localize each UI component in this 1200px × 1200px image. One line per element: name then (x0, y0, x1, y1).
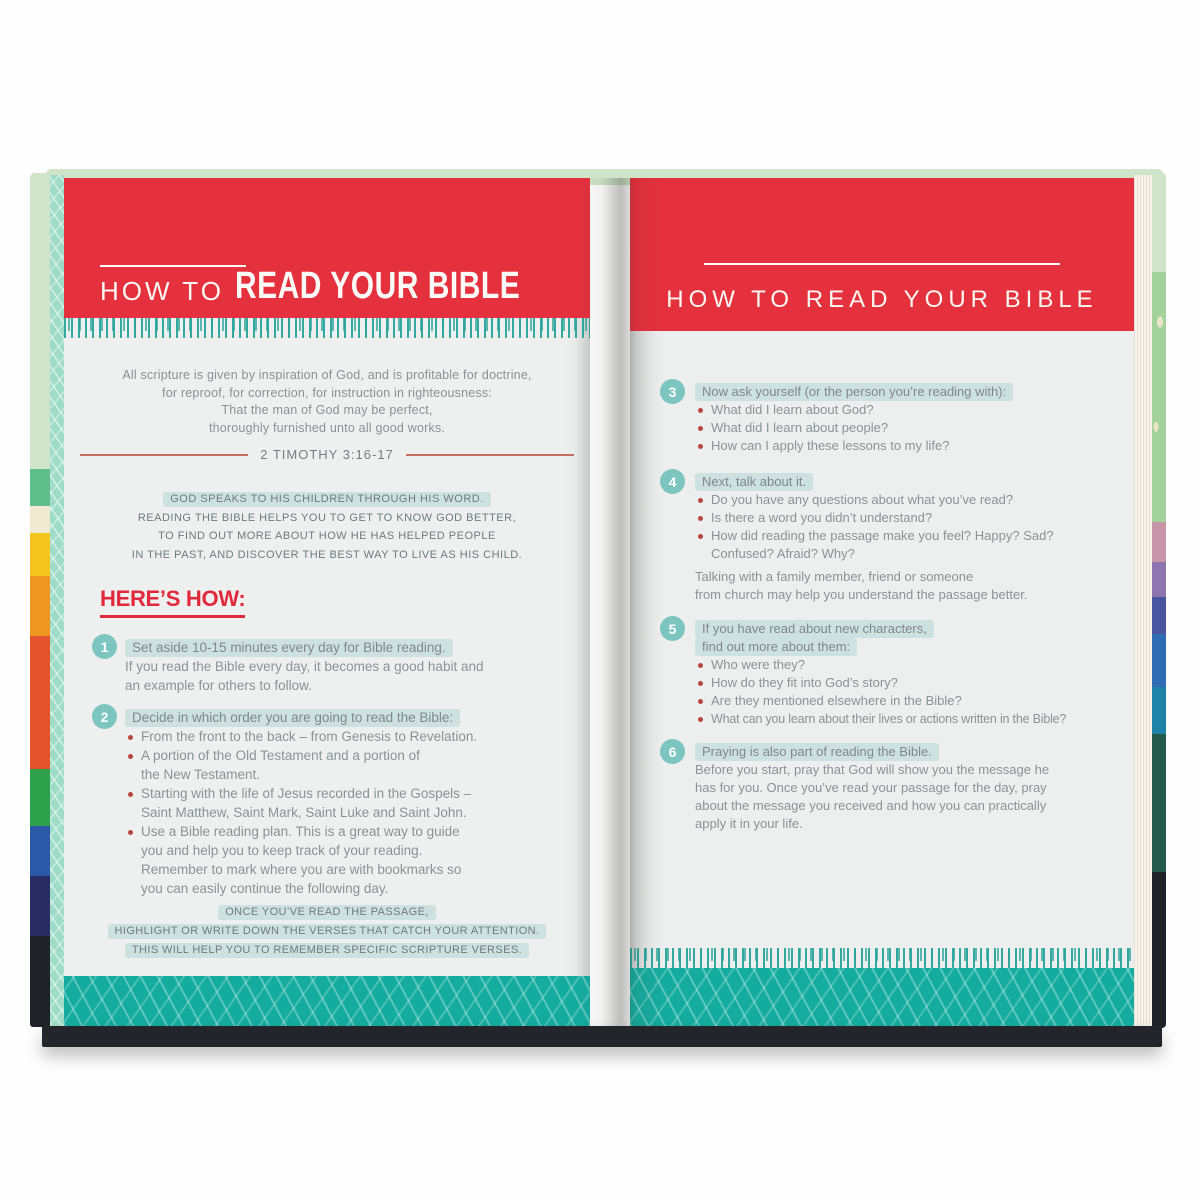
bullet-dot (698, 681, 703, 686)
step-2 (92, 708, 578, 898)
intro-line: IN THE PAST, AND DISCOVER THE BEST WAY TO LIVE AS HIS CHILD. (131, 548, 523, 561)
step-body-line: an example for others to follow. (125, 678, 312, 693)
step-number-badge: 6 (660, 739, 685, 764)
step-number-badge: 5 (660, 616, 685, 641)
outro-line: HIGHLIGHT OR WRITE DOWN THE VERSES THAT CATCH YOUR ATTENTION. (64, 922, 590, 941)
list-item (695, 527, 1126, 563)
outro-line: ONCE YOU’VE READ THE PASSAGE, (64, 903, 590, 922)
list-item (695, 692, 1126, 710)
left-page (64, 178, 590, 1026)
intro-line: TO FIND OUT MORE ABOUT HOW HE HAS HELPED PEOPLE (158, 530, 496, 542)
step-4 (660, 473, 1126, 604)
intro-paragraph (64, 490, 590, 564)
bullet-text: How do they fit into God’s story? (711, 675, 898, 690)
bullet-dot (128, 735, 133, 740)
step-title: Next, talk about it. (695, 473, 1126, 491)
step-title: Set aside 10-15 minutes every day for Bible reading. (125, 638, 578, 657)
list-item (695, 674, 1126, 692)
left-endpaper-strip (50, 175, 64, 1026)
step-3 (660, 383, 1126, 455)
bullet-dot (128, 792, 133, 797)
reference-rule-left (80, 454, 248, 456)
step-6 (660, 743, 1126, 833)
bullet-dot (698, 663, 703, 668)
book-cover-bottom-edge (42, 1026, 1162, 1047)
note-line: from church may help you understand the passage better. (695, 587, 1028, 602)
step-number-badge: 3 (660, 379, 685, 404)
page-title: READ YOUR BIBLE (234, 264, 521, 307)
note-line: Talking with a family member, friend or someone (695, 569, 974, 584)
step-number-badge: 1 (92, 634, 117, 659)
bullet-text: Is there a word you didn’t understand? (711, 510, 933, 525)
step-body-line: apply it in your life. (695, 816, 803, 831)
list-item (695, 491, 1126, 509)
step-title: Decide in which order you are going to read the Bible: (125, 708, 578, 727)
step-1 (92, 638, 578, 695)
bullet-text: Starting with the life of Jesus recorded in the Gospels – (141, 786, 472, 801)
bullet-text: What did I learn about people? (711, 420, 889, 435)
intro-highlight-line: GOD SPEAKS TO HIS CHILDREN THROUGH HIS WORD. (64, 490, 590, 509)
bullet-text: Do you have any questions about what you’ve read? (711, 492, 1014, 507)
scripture-quote (64, 367, 590, 437)
bullet-dot (698, 534, 703, 539)
banner-rule (704, 263, 1060, 265)
bullet-dot (698, 426, 703, 431)
list-item (695, 401, 1126, 419)
right-page-stack-edge (1134, 175, 1152, 1026)
left-page-heading (100, 264, 521, 308)
step-title: Now ask yourself (or the person you’re reading with): (695, 383, 1126, 401)
list-item (695, 437, 1126, 455)
step-title: If you have read about new characters, (695, 620, 1126, 638)
bullet-text: Saint Matthew, Saint Mark, Saint Luke and Saint John. (141, 805, 467, 820)
left-page-banner (64, 178, 590, 318)
bullet-text: A portion of the Old Testament and a portion of (141, 748, 420, 763)
intro-line: READING THE BIBLE HELPS YOU TO GET TO KNOW GOD BETTER, (137, 511, 517, 524)
scripture-line: All scripture is given by inspiration of God, and is profitable for doctrine, (122, 368, 532, 382)
bullet-dot (698, 444, 703, 449)
bullet-text: the New Testament. (141, 767, 261, 782)
step-body-line: If you read the Bible every day, it becomes a good habit and (125, 659, 484, 674)
band-fringe (630, 948, 1134, 968)
step-number-badge: 2 (92, 704, 117, 729)
step-note (695, 568, 1126, 604)
bullet-dot (698, 408, 703, 413)
reference-rule-right (406, 454, 574, 456)
bullet-text: Confused? Afraid? Why? (711, 546, 855, 561)
bullet-text: Are they mentioned elsewhere in the Bible? (711, 693, 962, 708)
bullet-dot (698, 717, 703, 722)
open-book (30, 168, 1166, 1047)
bullet-text: From the front to the back – from Genesis to Revelation. (141, 729, 478, 744)
banner-rule (100, 265, 246, 267)
right-page-banner (630, 178, 1134, 331)
outro-line: THIS WILL HELP YOU TO REMEMBER SPECIFIC SCRIPTURE VERSES. (64, 941, 590, 960)
bottom-pattern-band (630, 968, 1134, 1026)
list-item (125, 746, 578, 784)
bullet-dot (128, 830, 133, 835)
step-title: Praying is also part of reading the Bible. (695, 743, 1126, 761)
list-item (125, 822, 578, 898)
step-title: find out more about them: (695, 638, 1126, 656)
bullet-dot (128, 754, 133, 759)
banner-fringe (64, 318, 590, 338)
bullet-text: How can I apply these lessons to my life? (711, 438, 950, 453)
scripture-line: thoroughly furnished unto all good works. (208, 420, 446, 435)
bullet-dot (698, 516, 703, 521)
bullet-text: How did reading the passage make you feel? Happy? Sad? (711, 528, 1054, 543)
bullet-dot (698, 498, 703, 503)
list-item (125, 784, 578, 822)
bullet-text: Remember to mark where you are with bookmarks so (141, 862, 462, 877)
step-body-line: about the message you received and how you can practically (695, 798, 1047, 813)
scripture-line: for reproof, for correction, for instruction in righteousness: (162, 385, 492, 400)
bullet-text: Who were they? (711, 657, 805, 672)
right-cover-artwork (1152, 172, 1166, 1028)
page-title: HOW TO READ YOUR BIBLE (666, 286, 1098, 313)
list-item (695, 509, 1126, 527)
step-body-line: Before you start, pray that God will show you the message he (695, 762, 1050, 777)
scripture-line: That the man of God may be perfect, (221, 403, 433, 417)
step-body-line: has for you. Once you’ve read your passage for the day, pray (695, 780, 1047, 795)
bullet-dot (698, 699, 703, 704)
bullet-text: you and help you to keep track of your reading. (141, 843, 423, 858)
list-item (695, 710, 1126, 728)
scripture-reference-row (80, 447, 574, 462)
bullet-text: What can you learn about their lives or actions written in the Bible? (711, 712, 1067, 726)
scripture-reference: 2 TIMOTHY 3:16-17 (260, 447, 394, 462)
list-item (695, 419, 1126, 437)
list-item (695, 656, 1126, 674)
left-cover-artwork (30, 173, 50, 1027)
step-5 (660, 620, 1126, 728)
heading-prefix: HOW TO (100, 276, 224, 306)
bullet-text: What did I learn about God? (711, 402, 874, 417)
bullet-text: you can easily continue the following day. (141, 881, 389, 896)
bottom-pattern-band (64, 976, 590, 1026)
right-page (630, 178, 1134, 1026)
list-item (125, 727, 578, 746)
bullet-text: Use a Bible reading plan. This is a great way to guide (141, 824, 460, 839)
outro-paragraph (64, 903, 590, 960)
section-heading: HERE’S HOW: (100, 586, 245, 618)
step-number-badge: 4 (660, 469, 685, 494)
